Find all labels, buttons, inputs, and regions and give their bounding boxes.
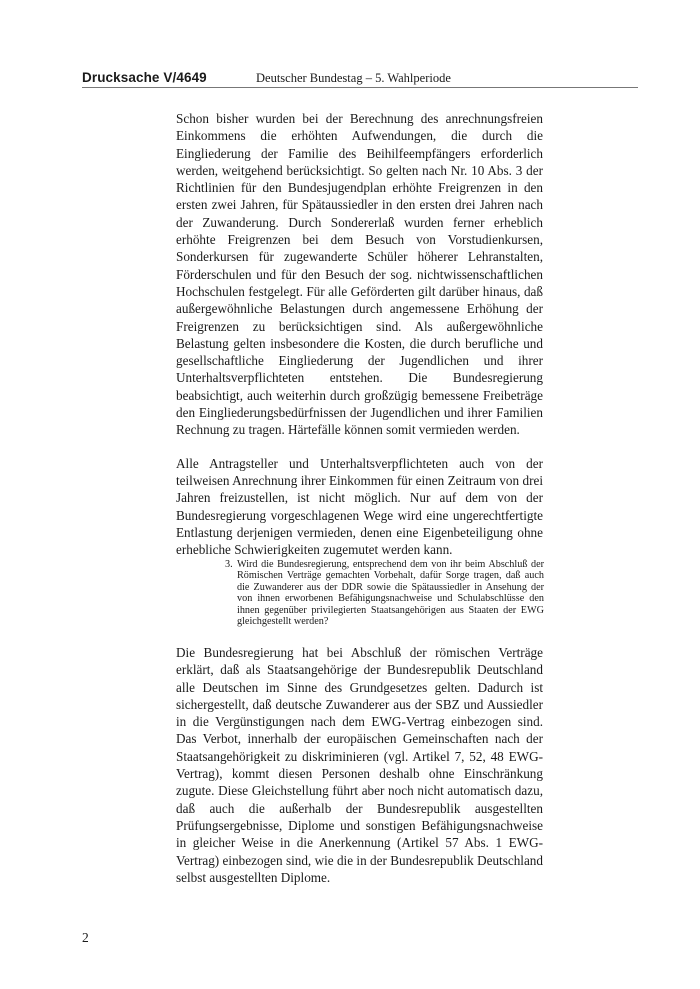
page-header: [82, 68, 642, 90]
document-number: Drucksache V/4649: [82, 70, 207, 85]
question-text: Wird die Bundesregierung, entsprechend dem von ihr beim Abschluß der Römischen Verträge gemachten Vorbehalt, dafür Sorge tragen, daß auch die Zuwanderer aus der DDR sowie die Spätaussiedler in Ansehung der von ihnen erworbenen Befähigungsnachweise und Schulabschlüsse den ihnen gegenüber privilegierten Staatsangehörigen aus Staaten der EWG gleichgestellt werden?: [237, 559, 544, 628]
page-number: 2: [82, 930, 89, 945]
answer-block: [176, 644, 543, 886]
paragraph: Alle Antragsteller und Unterhaltsverpflichteten auch von der teilweisen Anrechnung ihrer Einkommen für einen Zeitraum von drei Jahren freizustellen, ist nicht möglich. Nur auf dem von der Bundesregierung vorgeschlagenen Wege wird eine ungerechtfertigte Entlastung derjenigen vermieden, denen eine Eigenbeteiligung ohne erhebliche Schwierigkeiten zugemutet werden kann.: [176, 455, 543, 558]
parliament-period: Deutscher Bundestag – 5. Wahlperiode: [256, 71, 451, 85]
body-text: [176, 110, 543, 558]
question-block: [225, 559, 544, 627]
header-rule: [82, 87, 638, 88]
paragraph: Schon bisher wurden bei der Berechnung des anrechnungsfreien Einkommens die erhöhten Aufwendungen, die durch die Eingliederung der Familie des Beihilfeempfängers erforderlich werden, weitgehend berücksichtigt. So gelten nach Nr. 10 Abs. 3 der Richtlinien für den Bundesjugendplan erhöhte Freigrenzen in den ersten zwei Jahren, für Spätaussiedler in den ersten drei Jahren nach der Zuwanderung. Durch Sondererlaß wurden ferner erheblich erhöhte Freigrenzen bei dem Besuch von Vorstudienkursen, Sonderkursen für zugewanderte Schüler höherer Lehranstalten, Förderschulen und für den Besuch der sog. nichtwissenschaftlichen Hochschulen festgelegt. Für alle Geförderten gilt darüber hinaus, daß außergewöhnliche Belastungen durch angemessene Erhöhung der Freigrenzen zu berücksichtigen sind. Als außergewöhnliche Belastung gelten insbesondere die Kosten, die durch berufliche und gesellschaftliche Eingliederung der Jugendlichen und ihrer Unterhaltsverpflichteten entstehen. Die Bundesregierung beabsichtigt, auch weiterhin durch großzügig bemessene Freibeträge den Eingliederungsbedürfnissen der Jugendlichen und ihrer Familien Rechnung zu tragen. Härtefälle können somit vermieden werden.: [176, 111, 543, 438]
question-number: 3.: [225, 559, 233, 570]
answer-paragraph: Die Bundesregierung hat bei Abschluß der römischen Verträge erklärt, daß als Staatsangehörige der Bundesrepublik Deutschland alle Deutschen im Sinne des Grundgesetzes gelten. Dadurch ist sichergestellt, daß deutsche Zuwanderer aus der SBZ und Aussiedler in die Vergünstigungen nach dem EWG-Vertrag einbezogen sind. Das Verbot, innerhalb der europäischen Gemeinschaften nach der Staatsangehörigkeit zu diskriminieren (vgl. Artikel 7, 52, 48 EWG-Vertrag), kommt diesen Personen deshalb ohne Einschränkung zugute. Diese Gleichstellung führt aber noch nicht automatisch dazu, daß auch die außerhalb der Bundesrepublik ausgestellten Prüfungsergebnisse, Diplome und sonstigen Befähigungsnachweise in gleicher Weise in die Anerkennung (Artikel 57 Abs. 1 EWG-Vertrag) einbezogen sind, wie die in der Bundesrepublik Deutschland selbst ausgestellten Diplome.: [176, 645, 543, 885]
